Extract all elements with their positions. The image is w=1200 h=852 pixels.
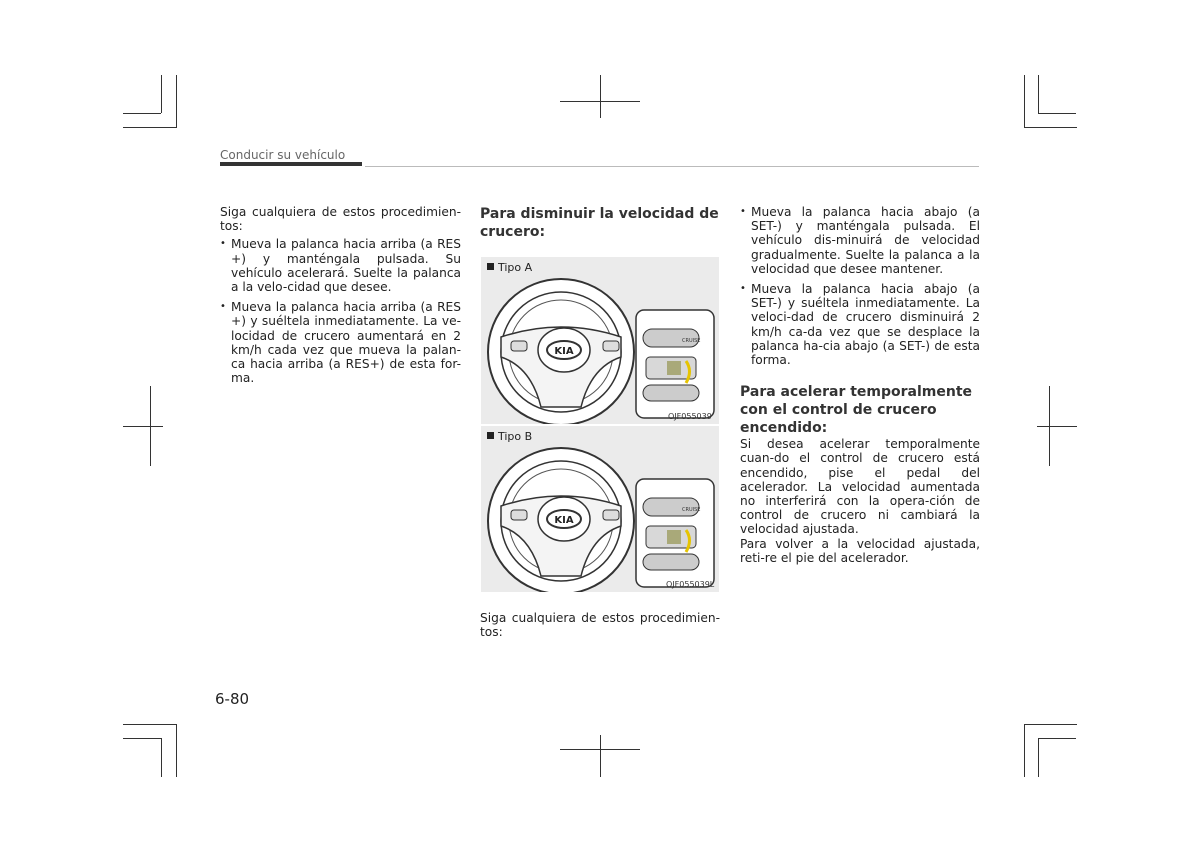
crop-mark — [1038, 113, 1076, 114]
column-middle-bottom — [480, 611, 720, 639]
crop-mark — [1049, 386, 1050, 466]
crop-mark — [123, 113, 161, 114]
crop-mark — [150, 386, 151, 466]
section-heading: Para acelerar temporalmente con el control de crucero encendido: — [740, 384, 973, 437]
bullet-item: • Mueva la palanca hacia abajo (a SET-) y manténgala pulsada. El vehículo dis-minuirá de velocidad gradualmente. Suelte la palanca a la velocidad que desee mantener. — [740, 205, 980, 276]
crop-mark — [161, 738, 162, 777]
crop-mark — [123, 738, 161, 739]
crop-mark — [1024, 75, 1025, 128]
crop-mark — [1024, 724, 1025, 777]
crop-mark — [1024, 724, 1077, 725]
crop-mark — [1038, 738, 1076, 739]
crop-mark — [1024, 127, 1077, 128]
cruise-label: CRUISE — [682, 338, 701, 344]
page-number: 6-80 — [215, 690, 250, 708]
crop-mark — [161, 75, 162, 113]
header-bar — [220, 162, 362, 166]
bullet-item: • Mueva la palanca hacia arriba (a RES +) y suéltela inmediatamente. La ve-locidad de crucero aumentará en 2 km/h cada vez que mueva la palan-ca hacia arriba (a RES+) de esta for-ma. — [220, 300, 461, 385]
cruise-label: CRUISE — [682, 507, 701, 513]
figure-code: OJF055039 — [668, 412, 712, 421]
figure-label: Tipo A — [487, 261, 532, 274]
kia-logo: KIA — [554, 346, 574, 357]
header-rule — [365, 166, 979, 167]
steering-wheel-illustration — [481, 426, 719, 592]
paragraph: Si desea acelerar temporalmente cuan-do el control de crucero está encendido, pise el pedal del acelerador. La velocidad aumentada no interferirá con la opera-ción de control de crucero ni cambiará la velocidad ajustada. — [740, 437, 980, 537]
section-header: Conducir su vehículo — [220, 148, 346, 162]
paragraph: Para volver a la velocidad ajustada, reti-re el pie del acelerador. — [740, 536, 980, 565]
figure-label: Tipo B — [487, 430, 532, 443]
crop-mark — [1037, 426, 1077, 427]
bullet-item: • Mueva la palanca hacia abajo (a SET-) y suéltela inmediatamente. La veloci-dad de crucero disminuirá 2 km/h ca-da vez que se desplace la palanca ha-cia abajo (a SET-) de esta forma. — [740, 282, 980, 367]
intro-text: Siga cualquiera de estos procedimien-tos: — [220, 205, 461, 234]
column-middle — [480, 205, 720, 241]
bullet-item: • Mueva la palanca hacia arriba (a RES +) y manténgala pulsada. Su vehículo acelerará. Suelte la palanca a la velo-cidad que desee. — [220, 237, 461, 294]
crop-mark — [600, 75, 601, 118]
crop-mark — [123, 426, 163, 427]
figure-tipo-b — [481, 426, 719, 592]
figure-code: OJF055039L — [666, 580, 715, 589]
column-right — [740, 205, 980, 565]
crop-mark — [600, 735, 601, 777]
section-heading: Para disminuir la velocidad de crucero: — [480, 206, 719, 240]
crop-mark — [1038, 75, 1039, 113]
figure-tipo-a — [481, 257, 719, 424]
kia-logo: KIA — [554, 515, 574, 526]
crop-mark — [1038, 738, 1039, 777]
column-left — [220, 205, 461, 385]
crop-mark — [176, 75, 177, 128]
crop-mark — [176, 724, 177, 777]
steering-wheel-illustration — [481, 257, 719, 424]
crop-mark — [123, 724, 176, 725]
outro-text: Siga cualquiera de estos procedimien-tos: — [480, 611, 720, 640]
crop-mark — [123, 127, 176, 128]
